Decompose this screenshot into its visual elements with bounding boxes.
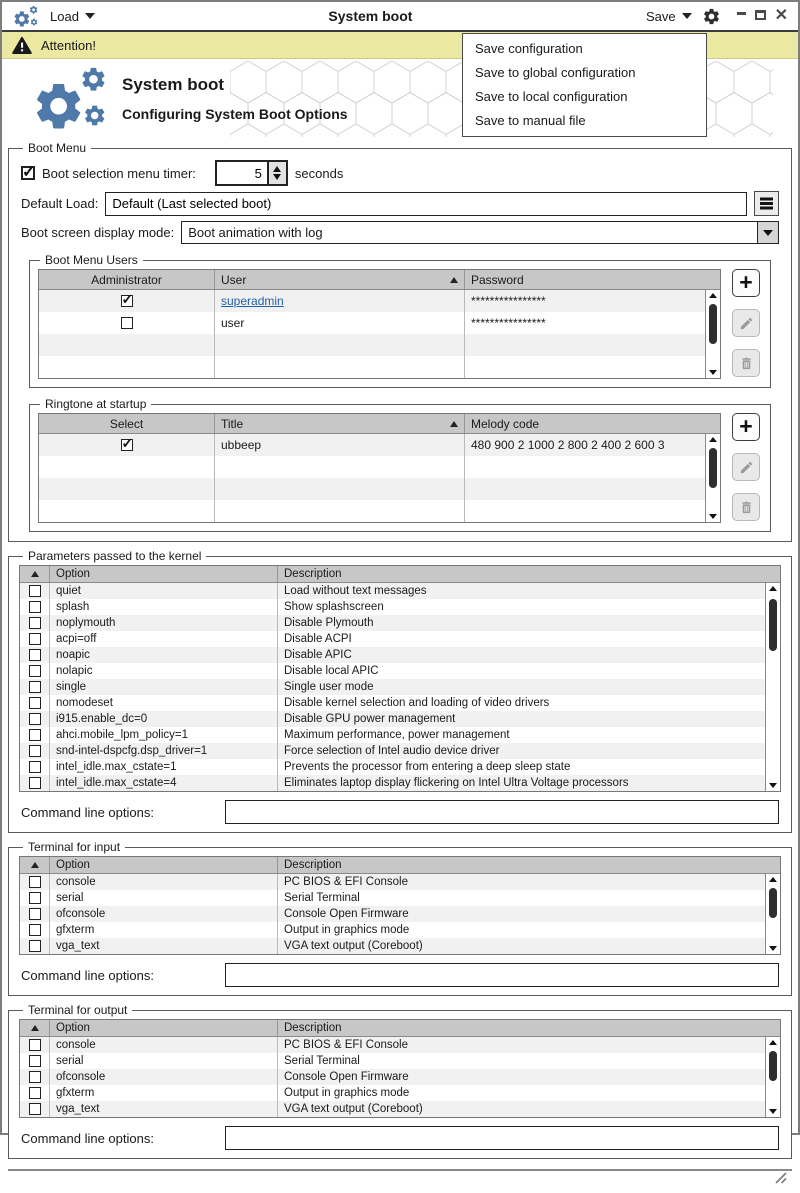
option-checkbox[interactable] bbox=[29, 1103, 41, 1115]
user-name: user bbox=[221, 316, 245, 330]
admin-cell bbox=[39, 312, 215, 334]
admin-cell bbox=[39, 334, 215, 356]
terminal-input-scrollbar[interactable] bbox=[765, 874, 780, 954]
titlebar bbox=[2, 2, 798, 32]
table-row[interactable] bbox=[20, 906, 780, 922]
spinner-down-icon[interactable] bbox=[273, 174, 281, 180]
option-cell: acpi=off bbox=[50, 631, 278, 647]
option-checkbox[interactable] bbox=[29, 713, 41, 725]
chevron-down-icon bbox=[682, 13, 692, 19]
default-load-label: Default Load: bbox=[21, 196, 99, 211]
users-scrollbar[interactable] bbox=[705, 290, 720, 378]
title-cell bbox=[215, 500, 465, 522]
description-cell: VGA text output (Coreboot) bbox=[284, 940, 423, 952]
description-cell: Show splashscreen bbox=[284, 601, 384, 613]
delete-user-button[interactable] bbox=[732, 349, 760, 377]
table-row[interactable] bbox=[39, 456, 720, 478]
pencil-icon bbox=[739, 316, 754, 331]
minimize-icon[interactable] bbox=[737, 12, 746, 15]
checkbox-cell bbox=[20, 759, 50, 775]
page-title: System boot bbox=[122, 75, 225, 94]
description-cell: Disable APIC bbox=[284, 649, 352, 661]
sort-asc-icon bbox=[31, 1025, 39, 1031]
ringtone-table-body bbox=[39, 434, 720, 522]
user-link[interactable]: superadmin bbox=[221, 294, 284, 308]
save-dropdown-menu bbox=[462, 33, 707, 137]
column-header-description[interactable]: Description bbox=[284, 859, 342, 871]
option-cell: i915.enable_dc=0 bbox=[50, 711, 278, 727]
option-cell: nolapic bbox=[50, 663, 278, 679]
display-mode-value: Boot animation with log bbox=[188, 225, 323, 240]
close-icon[interactable]: ✕ bbox=[774, 7, 788, 24]
description-cell: Output in graphics mode bbox=[284, 1087, 410, 1099]
admin-cell bbox=[39, 290, 215, 312]
column-header-melody[interactable]: Melody code bbox=[471, 416, 540, 431]
user-cell bbox=[215, 334, 465, 356]
boot-timer-label: Boot selection menu timer: bbox=[42, 165, 196, 181]
option-checkbox[interactable] bbox=[29, 601, 41, 613]
terminal-input-cmdline-input[interactable] bbox=[225, 963, 779, 987]
option-cell: noplymouth bbox=[50, 615, 278, 631]
scroll-up-icon[interactable] bbox=[769, 877, 777, 882]
option-cell: vga_text bbox=[50, 1101, 278, 1117]
table-row[interactable] bbox=[20, 679, 780, 695]
option-checkbox[interactable] bbox=[29, 617, 41, 629]
boot-timer-input[interactable] bbox=[217, 162, 267, 184]
option-cell: console bbox=[50, 874, 278, 890]
description-cell: VGA text output (Coreboot) bbox=[284, 1103, 423, 1115]
table-row[interactable] bbox=[20, 1037, 780, 1053]
scrollbar-thumb[interactable] bbox=[709, 448, 717, 488]
scrollbar-thumb[interactable] bbox=[769, 888, 777, 918]
table-row[interactable] bbox=[20, 1053, 780, 1069]
password-cell bbox=[465, 356, 720, 378]
table-row[interactable] bbox=[20, 759, 780, 775]
description-cell: Console Open Firmware bbox=[284, 908, 409, 920]
terminal-input-section bbox=[8, 840, 792, 996]
trash-icon bbox=[739, 356, 754, 371]
checkbox-cell bbox=[20, 938, 50, 954]
description-cell: Maximum performance, power management bbox=[284, 729, 510, 741]
checkbox-cell bbox=[20, 775, 50, 791]
table-row[interactable] bbox=[20, 1085, 780, 1101]
table-row[interactable] bbox=[20, 874, 780, 890]
description-cell: Load without text messages bbox=[284, 585, 427, 597]
chevron-down-icon bbox=[763, 230, 773, 236]
column-header-option[interactable]: Option bbox=[50, 857, 278, 873]
status-bar bbox=[8, 1169, 792, 1193]
boot-timer-unit: seconds bbox=[294, 165, 344, 181]
option-checkbox[interactable] bbox=[29, 1055, 41, 1067]
menu-item-save-manual-file[interactable]: Save to manual file bbox=[475, 113, 586, 128]
option-checkbox[interactable] bbox=[29, 876, 41, 888]
terminal-output-table bbox=[19, 1019, 781, 1118]
terminal-output-section bbox=[8, 1003, 792, 1159]
terminal-input-header bbox=[20, 857, 780, 874]
scrollbar-thumb[interactable] bbox=[769, 1051, 777, 1081]
title-cell bbox=[215, 456, 465, 478]
option-cell: noapic bbox=[50, 647, 278, 663]
ringtone-scrollbar[interactable] bbox=[705, 434, 720, 522]
description-cell: Serial Terminal bbox=[284, 1055, 360, 1067]
checkbox-cell bbox=[20, 906, 50, 922]
terminal-input-table bbox=[19, 856, 781, 955]
password-cell bbox=[465, 334, 720, 356]
terminal-output-legend: Terminal for output bbox=[28, 1003, 128, 1017]
boot-menu-users-section bbox=[29, 253, 771, 388]
checkbox-cell bbox=[20, 679, 50, 695]
table-row[interactable] bbox=[20, 631, 780, 647]
default-load-input[interactable] bbox=[105, 192, 747, 216]
select-checkbox[interactable] bbox=[121, 439, 133, 451]
option-checkbox[interactable] bbox=[29, 649, 41, 661]
table-row[interactable] bbox=[20, 663, 780, 679]
checkbox-cell bbox=[20, 1053, 50, 1069]
description-cell: Disable ACPI bbox=[284, 633, 352, 645]
option-cell: serial bbox=[50, 1053, 278, 1069]
maximize-icon[interactable] bbox=[755, 10, 766, 20]
description-cell: Disable Plymouth bbox=[284, 617, 374, 629]
option-cell: vga_text bbox=[50, 938, 278, 954]
kernel-cmdline-input[interactable] bbox=[225, 800, 779, 824]
checkbox-cell bbox=[20, 695, 50, 711]
display-mode-select[interactable] bbox=[181, 221, 779, 244]
kernel-table-header bbox=[20, 566, 780, 583]
users-table-body bbox=[39, 290, 720, 378]
column-header-option[interactable]: Option bbox=[50, 566, 278, 582]
trash-icon bbox=[739, 500, 754, 515]
table-row[interactable] bbox=[39, 478, 720, 500]
admin-checkbox[interactable] bbox=[121, 317, 133, 329]
column-header-administrator[interactable]: Administrator bbox=[39, 270, 215, 289]
table-row[interactable] bbox=[20, 727, 780, 743]
user-cell bbox=[215, 290, 465, 312]
option-checkbox[interactable] bbox=[29, 1071, 41, 1083]
terminal-output-cmdline-label: Command line options: bbox=[21, 1130, 154, 1146]
page-subtitle: Configuring System Boot Options bbox=[122, 106, 348, 122]
option-checkbox[interactable] bbox=[29, 745, 41, 757]
load-menu-label: Load bbox=[50, 8, 79, 24]
option-cell: serial bbox=[50, 890, 278, 906]
table-row[interactable] bbox=[20, 1069, 780, 1085]
option-cell: splash bbox=[50, 599, 278, 615]
checkbox-cell bbox=[20, 1101, 50, 1117]
option-cell: ahci.mobile_lpm_policy=1 bbox=[50, 727, 278, 743]
title-cell bbox=[215, 478, 465, 500]
option-cell: gfxterm bbox=[50, 1085, 278, 1101]
scroll-down-icon[interactable] bbox=[769, 946, 777, 951]
select-cell bbox=[39, 478, 215, 500]
description-cell: PC BIOS & EFI Console bbox=[284, 876, 408, 888]
option-cell: quiet bbox=[50, 583, 278, 599]
column-header-checkbox-sort[interactable] bbox=[20, 1020, 50, 1036]
table-row[interactable] bbox=[20, 922, 780, 938]
terminal-output-cmdline-input[interactable] bbox=[225, 1126, 779, 1150]
description-cell: Console Open Firmware bbox=[284, 1071, 409, 1083]
add-ringtone-button[interactable]: + bbox=[732, 413, 760, 441]
kernel-cmdline-label: Command line options: bbox=[21, 804, 154, 820]
password-cell: **************** bbox=[471, 294, 546, 308]
scroll-down-icon[interactable] bbox=[709, 370, 717, 375]
column-header-description[interactable]: Description bbox=[284, 568, 342, 580]
kernel-table-body bbox=[20, 583, 780, 791]
table-row[interactable] bbox=[39, 334, 720, 356]
column-header-checkbox-sort[interactable] bbox=[20, 566, 50, 582]
option-cell: nomodeset bbox=[50, 695, 278, 711]
table-row[interactable] bbox=[39, 500, 720, 522]
checkbox-cell bbox=[20, 631, 50, 647]
terminal-output-header bbox=[20, 1020, 780, 1037]
hamburger-icon bbox=[760, 202, 773, 205]
user-cell bbox=[215, 312, 465, 334]
table-row[interactable] bbox=[20, 711, 780, 727]
checkbox-cell bbox=[20, 727, 50, 743]
option-cell: intel_idle.max_cstate=4 bbox=[50, 775, 278, 791]
option-checkbox[interactable] bbox=[29, 908, 41, 920]
ringtone-section bbox=[29, 397, 771, 532]
table-row[interactable] bbox=[20, 647, 780, 663]
app-logo-gears-icon bbox=[30, 65, 112, 138]
scrollbar-thumb[interactable] bbox=[769, 599, 777, 651]
option-checkbox[interactable] bbox=[29, 1039, 41, 1051]
table-row[interactable] bbox=[39, 434, 720, 456]
scrollbar-thumb[interactable] bbox=[709, 304, 717, 344]
main-content bbox=[2, 139, 798, 1146]
description-cell: Single user mode bbox=[284, 681, 374, 693]
table-row[interactable] bbox=[20, 890, 780, 906]
menu-item-save-local[interactable]: Save to local configuration bbox=[475, 89, 628, 104]
table-row[interactable] bbox=[20, 695, 780, 711]
select-cell bbox=[39, 500, 215, 522]
spinner-up-icon[interactable] bbox=[273, 166, 281, 172]
melody-cell bbox=[465, 500, 720, 522]
scroll-down-icon[interactable] bbox=[769, 783, 777, 788]
checkbox-cell bbox=[20, 1085, 50, 1101]
boot-timer-checkbox[interactable] bbox=[21, 166, 35, 180]
option-checkbox[interactable] bbox=[29, 665, 41, 677]
warning-icon bbox=[12, 36, 32, 55]
table-row[interactable] bbox=[20, 775, 780, 791]
window-title: System boot bbox=[328, 8, 413, 24]
kernel-params-legend: Parameters passed to the kernel bbox=[28, 549, 202, 563]
option-cell: snd-intel-dspcfg.dsp_driver=1 bbox=[50, 743, 278, 759]
table-row[interactable] bbox=[20, 615, 780, 631]
boot-menu-section bbox=[8, 141, 792, 542]
terminal-output-body bbox=[20, 1037, 780, 1117]
save-menu-button[interactable] bbox=[646, 9, 692, 24]
table-row[interactable] bbox=[20, 599, 780, 615]
option-cell: console bbox=[50, 1037, 278, 1053]
ringtone-table-header bbox=[39, 414, 720, 434]
option-checkbox[interactable] bbox=[29, 729, 41, 741]
option-cell: ofconsole bbox=[50, 906, 278, 922]
description-cell: Eliminates laptop display flickering on Intel Ultra Voltage processors bbox=[284, 777, 629, 789]
add-user-button[interactable]: + bbox=[732, 269, 760, 297]
load-menu-button[interactable] bbox=[50, 9, 95, 24]
ringtone-table bbox=[38, 413, 721, 523]
terminal-input-cmdline-label: Command line options: bbox=[21, 967, 154, 983]
table-row[interactable] bbox=[20, 1101, 780, 1117]
combo-arrow-button[interactable] bbox=[757, 222, 778, 243]
scroll-up-icon[interactable] bbox=[769, 1040, 777, 1045]
users-table-header bbox=[39, 270, 720, 290]
checkbox-cell bbox=[20, 599, 50, 615]
spinner-buttons[interactable] bbox=[267, 162, 286, 184]
checkbox-cell bbox=[20, 663, 50, 679]
option-checkbox[interactable] bbox=[29, 761, 41, 773]
description-cell: Disable local APIC bbox=[284, 665, 379, 677]
boot-timer-spinner bbox=[215, 160, 288, 186]
option-cell: ofconsole bbox=[50, 1069, 278, 1085]
scroll-up-icon[interactable] bbox=[709, 437, 717, 442]
scroll-up-icon[interactable] bbox=[709, 293, 717, 298]
terminal-input-legend: Terminal for input bbox=[28, 840, 121, 854]
delete-ringtone-button[interactable] bbox=[732, 493, 760, 521]
sort-asc-icon bbox=[31, 571, 39, 577]
column-header-option[interactable]: Option bbox=[50, 1020, 278, 1036]
option-cell: intel_idle.max_cstate=1 bbox=[50, 759, 278, 775]
description-cell: Output in graphics mode bbox=[284, 924, 410, 936]
table-row[interactable] bbox=[20, 743, 780, 759]
option-cell: single bbox=[50, 679, 278, 695]
column-header-password[interactable]: Password bbox=[471, 272, 524, 287]
option-checkbox[interactable] bbox=[29, 777, 41, 789]
table-row[interactable] bbox=[20, 583, 780, 599]
checkbox-cell bbox=[20, 615, 50, 631]
description-cell: PC BIOS & EFI Console bbox=[284, 1039, 408, 1051]
checkbox-cell bbox=[20, 922, 50, 938]
admin-checkbox[interactable] bbox=[121, 295, 133, 307]
checkbox-cell bbox=[20, 647, 50, 663]
sort-asc-icon bbox=[450, 421, 458, 427]
description-cell: Serial Terminal bbox=[284, 892, 360, 904]
scroll-down-icon[interactable] bbox=[769, 1109, 777, 1114]
terminal-input-body bbox=[20, 874, 780, 954]
table-row[interactable] bbox=[39, 312, 720, 334]
boot-menu-legend: Boot Menu bbox=[28, 141, 87, 155]
melody-cell: 480 900 2 1000 2 800 2 400 2 600 3 bbox=[471, 438, 665, 452]
column-header-checkbox-sort[interactable] bbox=[20, 857, 50, 873]
melody-cell bbox=[465, 478, 720, 500]
kernel-scrollbar[interactable] bbox=[765, 583, 780, 791]
scroll-up-icon[interactable] bbox=[769, 586, 777, 591]
option-checkbox[interactable] bbox=[29, 633, 41, 645]
checkbox-cell bbox=[20, 583, 50, 599]
checkbox-cell bbox=[20, 1037, 50, 1053]
default-load-browse-button[interactable] bbox=[754, 191, 779, 216]
user-cell bbox=[215, 356, 465, 378]
option-cell: gfxterm bbox=[50, 922, 278, 938]
title-cell: ubbeep bbox=[215, 434, 465, 456]
table-row[interactable] bbox=[39, 290, 720, 312]
sort-asc-icon bbox=[31, 862, 39, 868]
attention-text: Attention! bbox=[41, 37, 96, 53]
password-cell: **************** bbox=[471, 316, 546, 330]
checkbox-cell bbox=[20, 743, 50, 759]
option-checkbox[interactable] bbox=[29, 892, 41, 904]
option-checkbox[interactable] bbox=[29, 1087, 41, 1099]
checkbox-cell bbox=[20, 874, 50, 890]
column-header-user[interactable]: User bbox=[215, 270, 465, 289]
edit-user-button[interactable] bbox=[732, 309, 760, 337]
pencil-icon bbox=[739, 460, 754, 475]
ringtone-legend: Ringtone at startup bbox=[45, 397, 147, 411]
kernel-params-section bbox=[8, 549, 792, 833]
display-mode-label: Boot screen display mode: bbox=[21, 225, 175, 240]
table-row[interactable] bbox=[39, 356, 720, 378]
resize-grip-icon[interactable] bbox=[773, 1170, 787, 1189]
description-cell: Disable GPU power management bbox=[284, 713, 456, 725]
option-checkbox[interactable] bbox=[29, 585, 41, 597]
menu-item-save-global[interactable]: Save to global configuration bbox=[475, 65, 636, 80]
terminal-output-scrollbar[interactable] bbox=[765, 1037, 780, 1117]
admin-cell bbox=[39, 356, 215, 378]
description-cell: Prevents the processor from entering a deep sleep state bbox=[284, 761, 571, 773]
menu-item-save-configuration[interactable]: Save configuration bbox=[475, 41, 583, 56]
users-table bbox=[38, 269, 721, 379]
users-actions bbox=[732, 269, 762, 377]
select-cell bbox=[39, 456, 215, 478]
kernel-params-table bbox=[19, 565, 781, 792]
description-cell: Disable kernel selection and loading of video drivers bbox=[284, 697, 550, 709]
ringtone-actions bbox=[732, 413, 762, 521]
column-header-select[interactable]: Select bbox=[39, 414, 215, 433]
description-cell: Force selection of Intel audio device driver bbox=[284, 745, 500, 757]
table-row[interactable] bbox=[20, 938, 780, 954]
option-checkbox[interactable] bbox=[29, 697, 41, 709]
option-checkbox[interactable] bbox=[29, 681, 41, 693]
users-legend: Boot Menu Users bbox=[45, 253, 138, 267]
column-header-description[interactable]: Description bbox=[284, 1022, 342, 1034]
settings-gear-icon[interactable] bbox=[702, 7, 721, 26]
select-cell bbox=[39, 434, 215, 456]
checkbox-cell bbox=[20, 711, 50, 727]
edit-ringtone-button[interactable] bbox=[732, 453, 760, 481]
checkbox-cell bbox=[20, 890, 50, 906]
app-gears-icon bbox=[12, 5, 40, 28]
option-checkbox[interactable] bbox=[29, 924, 41, 936]
chevron-down-icon bbox=[85, 13, 95, 19]
scroll-down-icon[interactable] bbox=[709, 514, 717, 519]
save-menu-label: Save bbox=[645, 8, 676, 24]
checkbox-cell bbox=[20, 1069, 50, 1085]
option-checkbox[interactable] bbox=[29, 940, 41, 952]
melody-cell bbox=[465, 456, 720, 478]
column-header-title[interactable]: Title bbox=[215, 414, 465, 433]
sort-asc-icon bbox=[450, 277, 458, 283]
